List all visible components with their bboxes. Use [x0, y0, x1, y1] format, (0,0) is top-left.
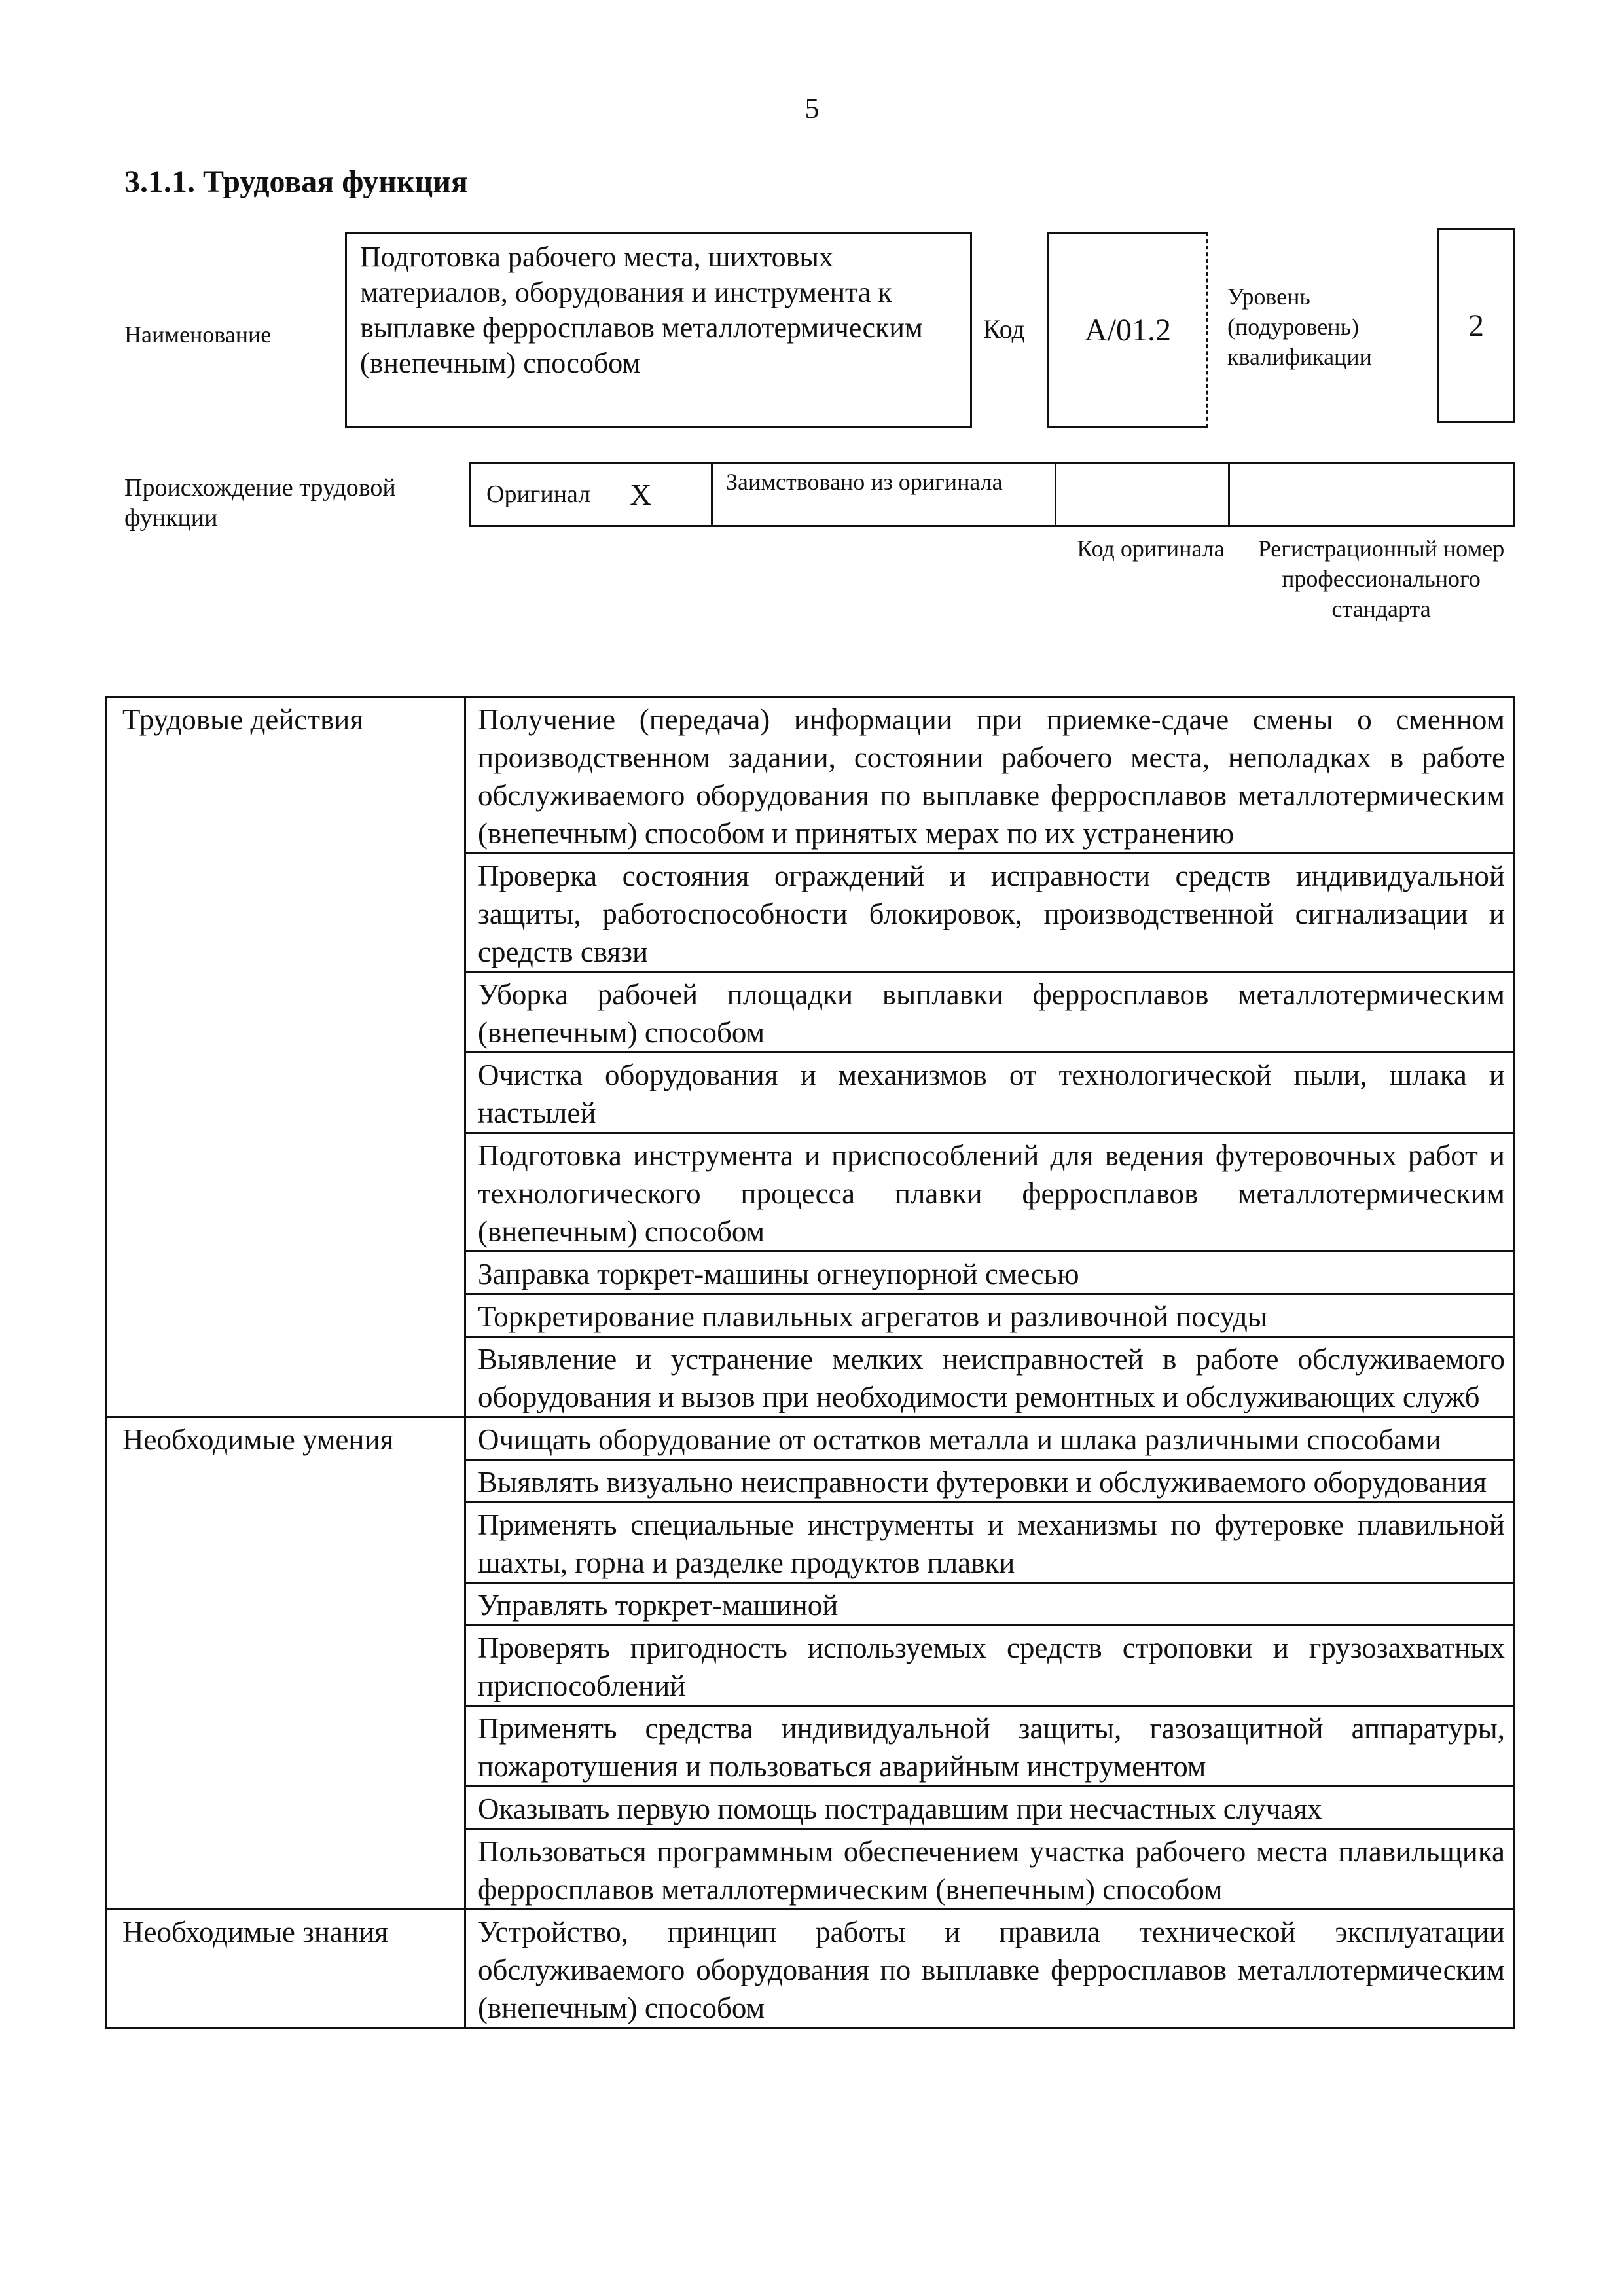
labor-action-item: Подготовка инструмента и приспособлений для ведения футеровочных работ и технологического процесса плавки ферросплавов металлотермическим (внепечным) способом: [465, 1133, 1514, 1252]
skill-category: Необходимые умения: [106, 1417, 465, 1910]
reg-caption: Регистрационный номер профессионального стандарта: [1257, 536, 1505, 622]
labor-action-item: Выявление и устранение мелких неисправностей в работе обслуживаемого оборудования и вызов при необходимости ремонтных и обслуживающих служб: [465, 1337, 1514, 1417]
code-caption: Код оригинала: [1077, 536, 1225, 562]
page-number: 5: [804, 92, 820, 124]
code-value-box: A/01.2: [1047, 232, 1208, 428]
origin-original-cell: [471, 464, 713, 525]
labor-action-item: Торкретирование плавильных агрегатов и разливочной посуды: [465, 1294, 1514, 1337]
table-row: [106, 1910, 1514, 2028]
skill-item: Управлять торкрет-машиной: [465, 1583, 1514, 1626]
labor-action-item: Получение (передача) информации при приемке-сдаче смены о сменном производственном задании, состоянии рабочего места, неполадках в работе обслуживаемого оборудования по выплавке ферросплавов металлотермическим (внепечным) способом и принятых мерах по их устранению: [465, 697, 1514, 854]
knowledge-item: Устройство, принцип работы и правила технической эксплуатации обслуживаемого оборудования по выплавке ферросплавов металлотермическим (внепечным) способом: [465, 1910, 1514, 2028]
level-value-box: 2: [1437, 228, 1515, 423]
skill-item: Оказывать первую помощь пострадавшим при несчастных случаях: [465, 1787, 1514, 1829]
name-label: Наименование: [124, 321, 272, 348]
skill-item: Очищать оборудование от остатков металла и шлака различными способами: [465, 1417, 1514, 1460]
level-label: Уровень (подуровень) квалификации: [1227, 283, 1372, 370]
borrowed-label: Заимствовано из оригинала: [713, 464, 1056, 525]
original-label: Оригинал: [486, 481, 591, 508]
original-mark: X: [630, 477, 652, 511]
table-row: [106, 1417, 1514, 1460]
labor-action-category: Трудовые действия: [106, 697, 465, 1417]
knowledge-category: Необходимые знания: [106, 1910, 465, 2028]
function-name-box: Подготовка рабочего места, шихтовых материалов, оборудования и инструмента к выплавке ферросплавов металлотермическим (внепечным) способом: [345, 232, 972, 428]
section-title: 3.1.1. Трудовая функция: [124, 164, 468, 199]
labor-action-item: Очистка оборудования и механизмов от технологической пыли, шлака и настылей: [465, 1053, 1514, 1133]
labor-action-item: Проверка состояния ограждений и исправности средств индивидуальной защиты, работоспособности блокировок, производственной сигнализации и средств связи: [465, 854, 1514, 972]
origin-reg-cell: [1230, 464, 1513, 525]
origin-label: Происхождение трудовой функции: [124, 474, 396, 532]
origin-code-cell: [1056, 464, 1230, 525]
labor-action-item: Уборка рабочей площадки выплавки ферросплавов металлотермическим (внепечным) способом: [465, 972, 1514, 1053]
function-table: [105, 696, 1515, 2029]
origin-row: [469, 462, 1515, 527]
labor-action-item: Заправка торкрет-машины огнеупорной смесью: [465, 1252, 1514, 1294]
code-label: Код: [983, 314, 1025, 344]
skill-item: Выявлять визуально неисправности футеровки и обслуживаемого оборудования: [465, 1460, 1514, 1503]
skill-item: Применять специальные инструменты и механизмы по футеровке плавильной шахты, горна и разделке продуктов плавки: [465, 1503, 1514, 1583]
skill-item: Применять средства индивидуальной защиты, газозащитной аппаратуры, пожаротушения и пользоваться аварийным инструментом: [465, 1706, 1514, 1787]
skill-item: Пользоваться программным обеспечением участка рабочего места плавильщика ферросплавов металлотермическим (внепечным) способом: [465, 1829, 1514, 1910]
skill-item: Проверять пригодность используемых средств строповки и грузозахватных приспособлений: [465, 1626, 1514, 1706]
table-row: [106, 697, 1514, 854]
